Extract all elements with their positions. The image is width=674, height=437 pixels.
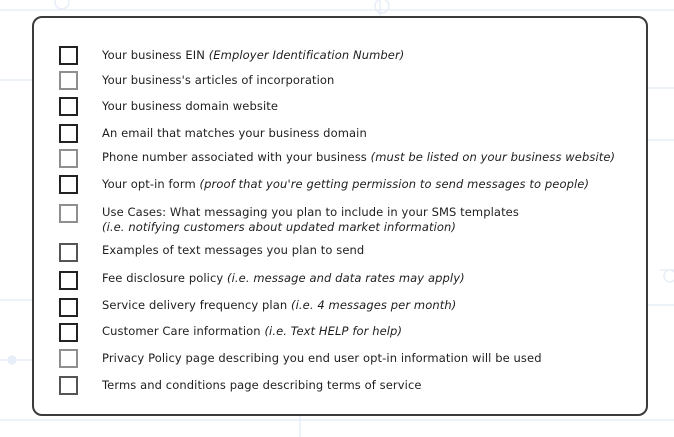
checkbox[interactable] <box>59 71 78 90</box>
checklist-item-text: Your business EIN (Employer Identification Number) <box>102 48 405 62</box>
checklist-item-note: (i.e. notifying customers about updated market information) <box>102 220 456 234</box>
checkbox[interactable] <box>59 323 78 342</box>
checklist-item-text: Fee disclosure policy (i.e. message and data rates may apply) <box>102 271 465 285</box>
checklist-item-text: Privacy Policy page describing you end user opt-in information will be used <box>102 351 542 365</box>
checklist-item-text: Customer Care information (i.e. Text HELP for help) <box>102 324 403 338</box>
checkbox[interactable] <box>59 204 78 223</box>
checklist-item-text: Phone number associated with your business (must be listed on your business website) <box>102 150 616 164</box>
checkbox[interactable] <box>59 124 78 143</box>
checklist-card <box>32 16 648 416</box>
checkbox[interactable] <box>59 298 78 317</box>
checkbox[interactable] <box>59 376 78 395</box>
checklist-item-text: Your opt-in form (proof that you're getting permission to send messages to people) <box>102 177 590 191</box>
checklist-item-text: Service delivery frequency plan (i.e. 4 messages per month) <box>102 298 457 312</box>
checklist-item-text: Use Cases: What messaging you plan to include in your SMS templates <box>102 205 519 219</box>
checkbox[interactable] <box>59 243 78 262</box>
checklist-item-text: Terms and conditions page describing terms of service <box>102 378 422 392</box>
checkbox[interactable] <box>59 271 78 290</box>
checklist-item-text: Your business's articles of incorporation <box>102 73 335 87</box>
checkbox[interactable] <box>59 349 78 368</box>
checkbox[interactable] <box>59 175 78 194</box>
checkbox[interactable] <box>59 97 78 116</box>
checkbox[interactable] <box>59 46 78 65</box>
checkbox[interactable] <box>59 149 78 168</box>
checklist-item-text: An email that matches your business domain <box>102 126 367 140</box>
checklist-item-text: Your business domain website <box>102 99 279 113</box>
checklist-item-text: Examples of text messages you plan to send <box>102 243 365 257</box>
